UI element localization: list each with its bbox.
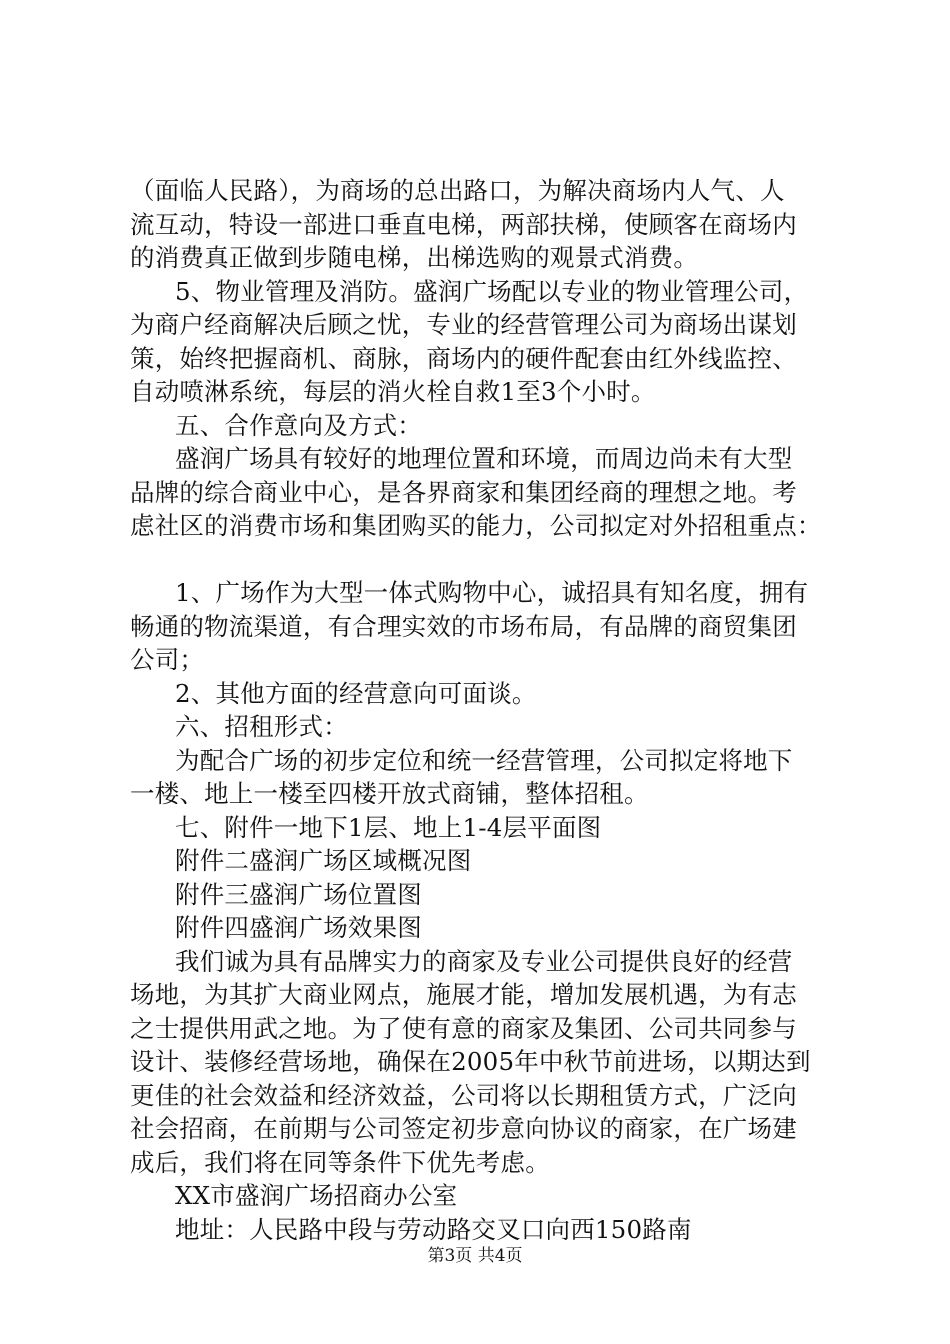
paragraph-line: 成后，我们将在同等条件下优先考虑。 <box>130 1147 550 1177</box>
paragraph-line: 2、其他方面的经营意向可面谈。 <box>175 678 537 708</box>
page-number: 第3页 共4页 <box>427 1246 523 1266</box>
attachment-line: 附件三盛润广场位置图 <box>175 879 422 909</box>
paragraph-line: 我们诚为具有品牌实力的商家及专业公司提供良好的经营 <box>175 946 793 976</box>
paragraph-line: 流互动，特设一部进口垂直电梯，两部扶梯，使顾客在商场内 <box>130 209 797 239</box>
paragraph-line: 场地，为其扩大商业网点，施展才能，增加发展机遇，为有志 <box>130 980 797 1009</box>
paragraph-line: 盛润广场具有较好的地理位置和环境，而周边尚未有大型 <box>175 444 793 473</box>
signature-line: XX市盛润广场招商办公室 <box>175 1181 458 1210</box>
paragraph-line: 更佳的社会效益和经济效益，公司将以长期租赁方式，广泛向 <box>130 1080 797 1110</box>
paragraph-line: 为配合广场的初步定位和统一经营管理，公司拟定将地下 <box>175 745 793 775</box>
paragraph-line: 公司； <box>130 645 205 674</box>
paragraph-line: 为商户经商解决后顾之忧，专业的经营管理公司为商场出谋划 <box>130 310 797 339</box>
paragraph-line: 一楼、地上一楼至四楼开放式商铺，整体招租。 <box>130 779 649 808</box>
section-heading: 五、合作意向及方式： <box>175 410 422 440</box>
section-heading: 六、招租形式： <box>175 712 348 741</box>
paragraph-line: 社会招商，在前期与公司签定初步意向协议的商家，在广场建 <box>130 1114 797 1143</box>
paragraph-line: 5、物业管理及消防。盛润广场配以专业的物业管理公司， <box>175 276 809 306</box>
paragraph-line: 的消费真正做到步随电梯，出梯选购的观景式消费。 <box>130 243 699 272</box>
blank-line <box>130 543 850 577</box>
paragraph-line: 品牌的综合商业中心，是各界商家和集团经商的理想之地。考 <box>130 477 797 507</box>
paragraph-line: （面临人民路），为商场的总出路口，为解决商场内人气、人 <box>130 176 785 205</box>
paragraph-line: 自动喷淋系统，每层的消火栓自救1至3个小时。 <box>130 377 656 406</box>
paragraph-line: 策，始终把握商机、商脉，商场内的硬件配套由红外线监控、 <box>130 343 797 373</box>
attachment-line: 附件四盛润广场效果图 <box>175 913 422 942</box>
document-body <box>130 174 850 1246</box>
page-footer <box>0 1245 950 1267</box>
paragraph-line: 畅通的物流渠道，有合理实效的市场布局，有品牌的商贸集团 <box>130 611 797 641</box>
paragraph-line: 设计、装修经营场地，确保在2005年中秋节前进场，以期达到 <box>130 1047 811 1076</box>
section-heading: 七、附件一地下1层、地上1-4层平面图 <box>175 812 602 842</box>
paragraph-line: 虑社区的消费市场和集团购买的能力，公司拟定对外招租重点： <box>130 511 822 540</box>
paragraph-line: 之士提供用武之地。为了使有意的商家及集团、公司共同参与 <box>130 1013 797 1043</box>
address-line: 地址：人民路中段与劳动路交叉口向西150路南 <box>175 1214 692 1244</box>
attachment-line: 附件二盛润广场区域概况图 <box>175 846 472 875</box>
paragraph-line: 1、广场作为大型一体式购物中心，诚招具有知名度，拥有 <box>175 578 809 607</box>
